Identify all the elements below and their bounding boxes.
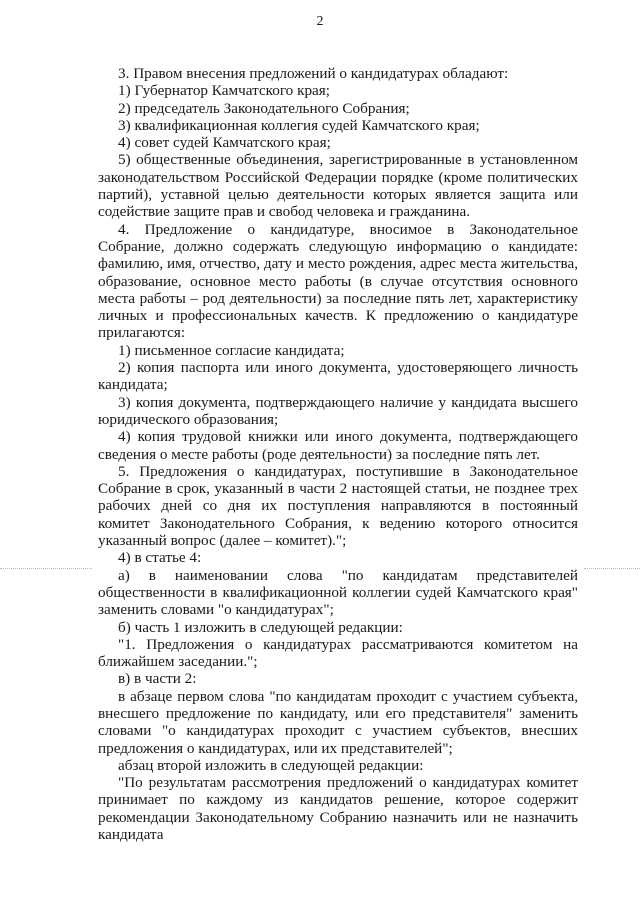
page-number: 2	[316, 14, 324, 29]
paragraph: абзац второй изложить в следующей редакции:	[118, 756, 424, 774]
paragraph: 4) копия трудовой книжки или иного документа, подтверждающего сведения о месте работы (роде деятельности) за последние пять лет.	[98, 428, 578, 463]
paragraph: 3) квалификационная коллегия судей Камчатского края;	[118, 116, 480, 134]
paragraph: в абзаце первом слова "по кандидатам проходит с участием субъекта, внесшего предложение по кандидату, или его представителя" заменить словами "о кандидатурах проходит с участием субъектов, внесших предложения о кандидатурах, или их представителей";	[98, 687, 578, 757]
paragraph: 4. Предложение о кандидатуре, вносимое в Законодательное Собрание, должно содержать следующую информацию о кандидате: фамилию, имя, отчество, дату и место рождения, адрес места жительства, образование, основное место работы (в случае отсутствия основного места работы – род деятельности) за последние пять лет, характеристику личных и профессиональных качеств. К предложению о кандидатуре прилагаются:	[98, 220, 578, 342]
margin-dots-right	[584, 568, 640, 575]
paragraph: в) в части 2:	[118, 670, 197, 688]
paragraph: "1. Предложения о кандидатурах рассматриваются комитетом на ближайшем заседании.";	[98, 635, 578, 671]
paragraph: б) часть 1 изложить в следующей редакции:	[118, 618, 403, 636]
paragraph: 4) в статье 4:	[118, 549, 202, 567]
paragraph: 5) общественные объединения, зарегистрированные в установленном законодательством Российской Федерации порядке (кроме политических партий), уставной целью деятельности которых является защита или содействие защите прав и свобод человека и гражданина.	[98, 151, 578, 221]
paragraph: а) в наименовании слова "по кандидатам представителей общественности в квалификационной коллегии судей Камчатского края" заменить словами "о кандидатурах";	[98, 566, 578, 619]
paragraph: 2) копия паспорта или иного документа, удостоверяющего личность кандидата;	[98, 359, 578, 394]
paragraph: 5. Предложения о кандидатурах, поступившие в Законодательное Собрание в срок, указанный в части 2 настоящей статьи, не позднее трех рабочих дней со дня их поступления направляются в постоянный комитет Законодательного Собрания, к ведению которого относится указанный вопрос (далее – комитет).";	[98, 462, 578, 550]
margin-dots-left	[0, 568, 92, 575]
paragraph: "По результатам рассмотрения предложений о кандидатурах комитет принимает по каждому из кандидатов решение, которое содержит рекомендации Законодательному Собранию назначить или не назначить кандидата	[98, 774, 578, 844]
paragraph: 2) председатель Законодательного Собрания;	[118, 99, 410, 117]
paragraph: 3. Правом внесения предложений о кандидатурах обладают:	[118, 65, 509, 82]
document-body	[98, 65, 578, 843]
paragraph: 4) совет судей Камчатского края;	[118, 134, 331, 152]
paragraph: 3) копия документа, подтверждающего наличие у кандидата высшего юридического образования;	[98, 393, 578, 428]
paragraph: 1) письменное согласие кандидата;	[118, 341, 345, 359]
paragraph: 1) Губернатор Камчатского края;	[118, 82, 330, 100]
